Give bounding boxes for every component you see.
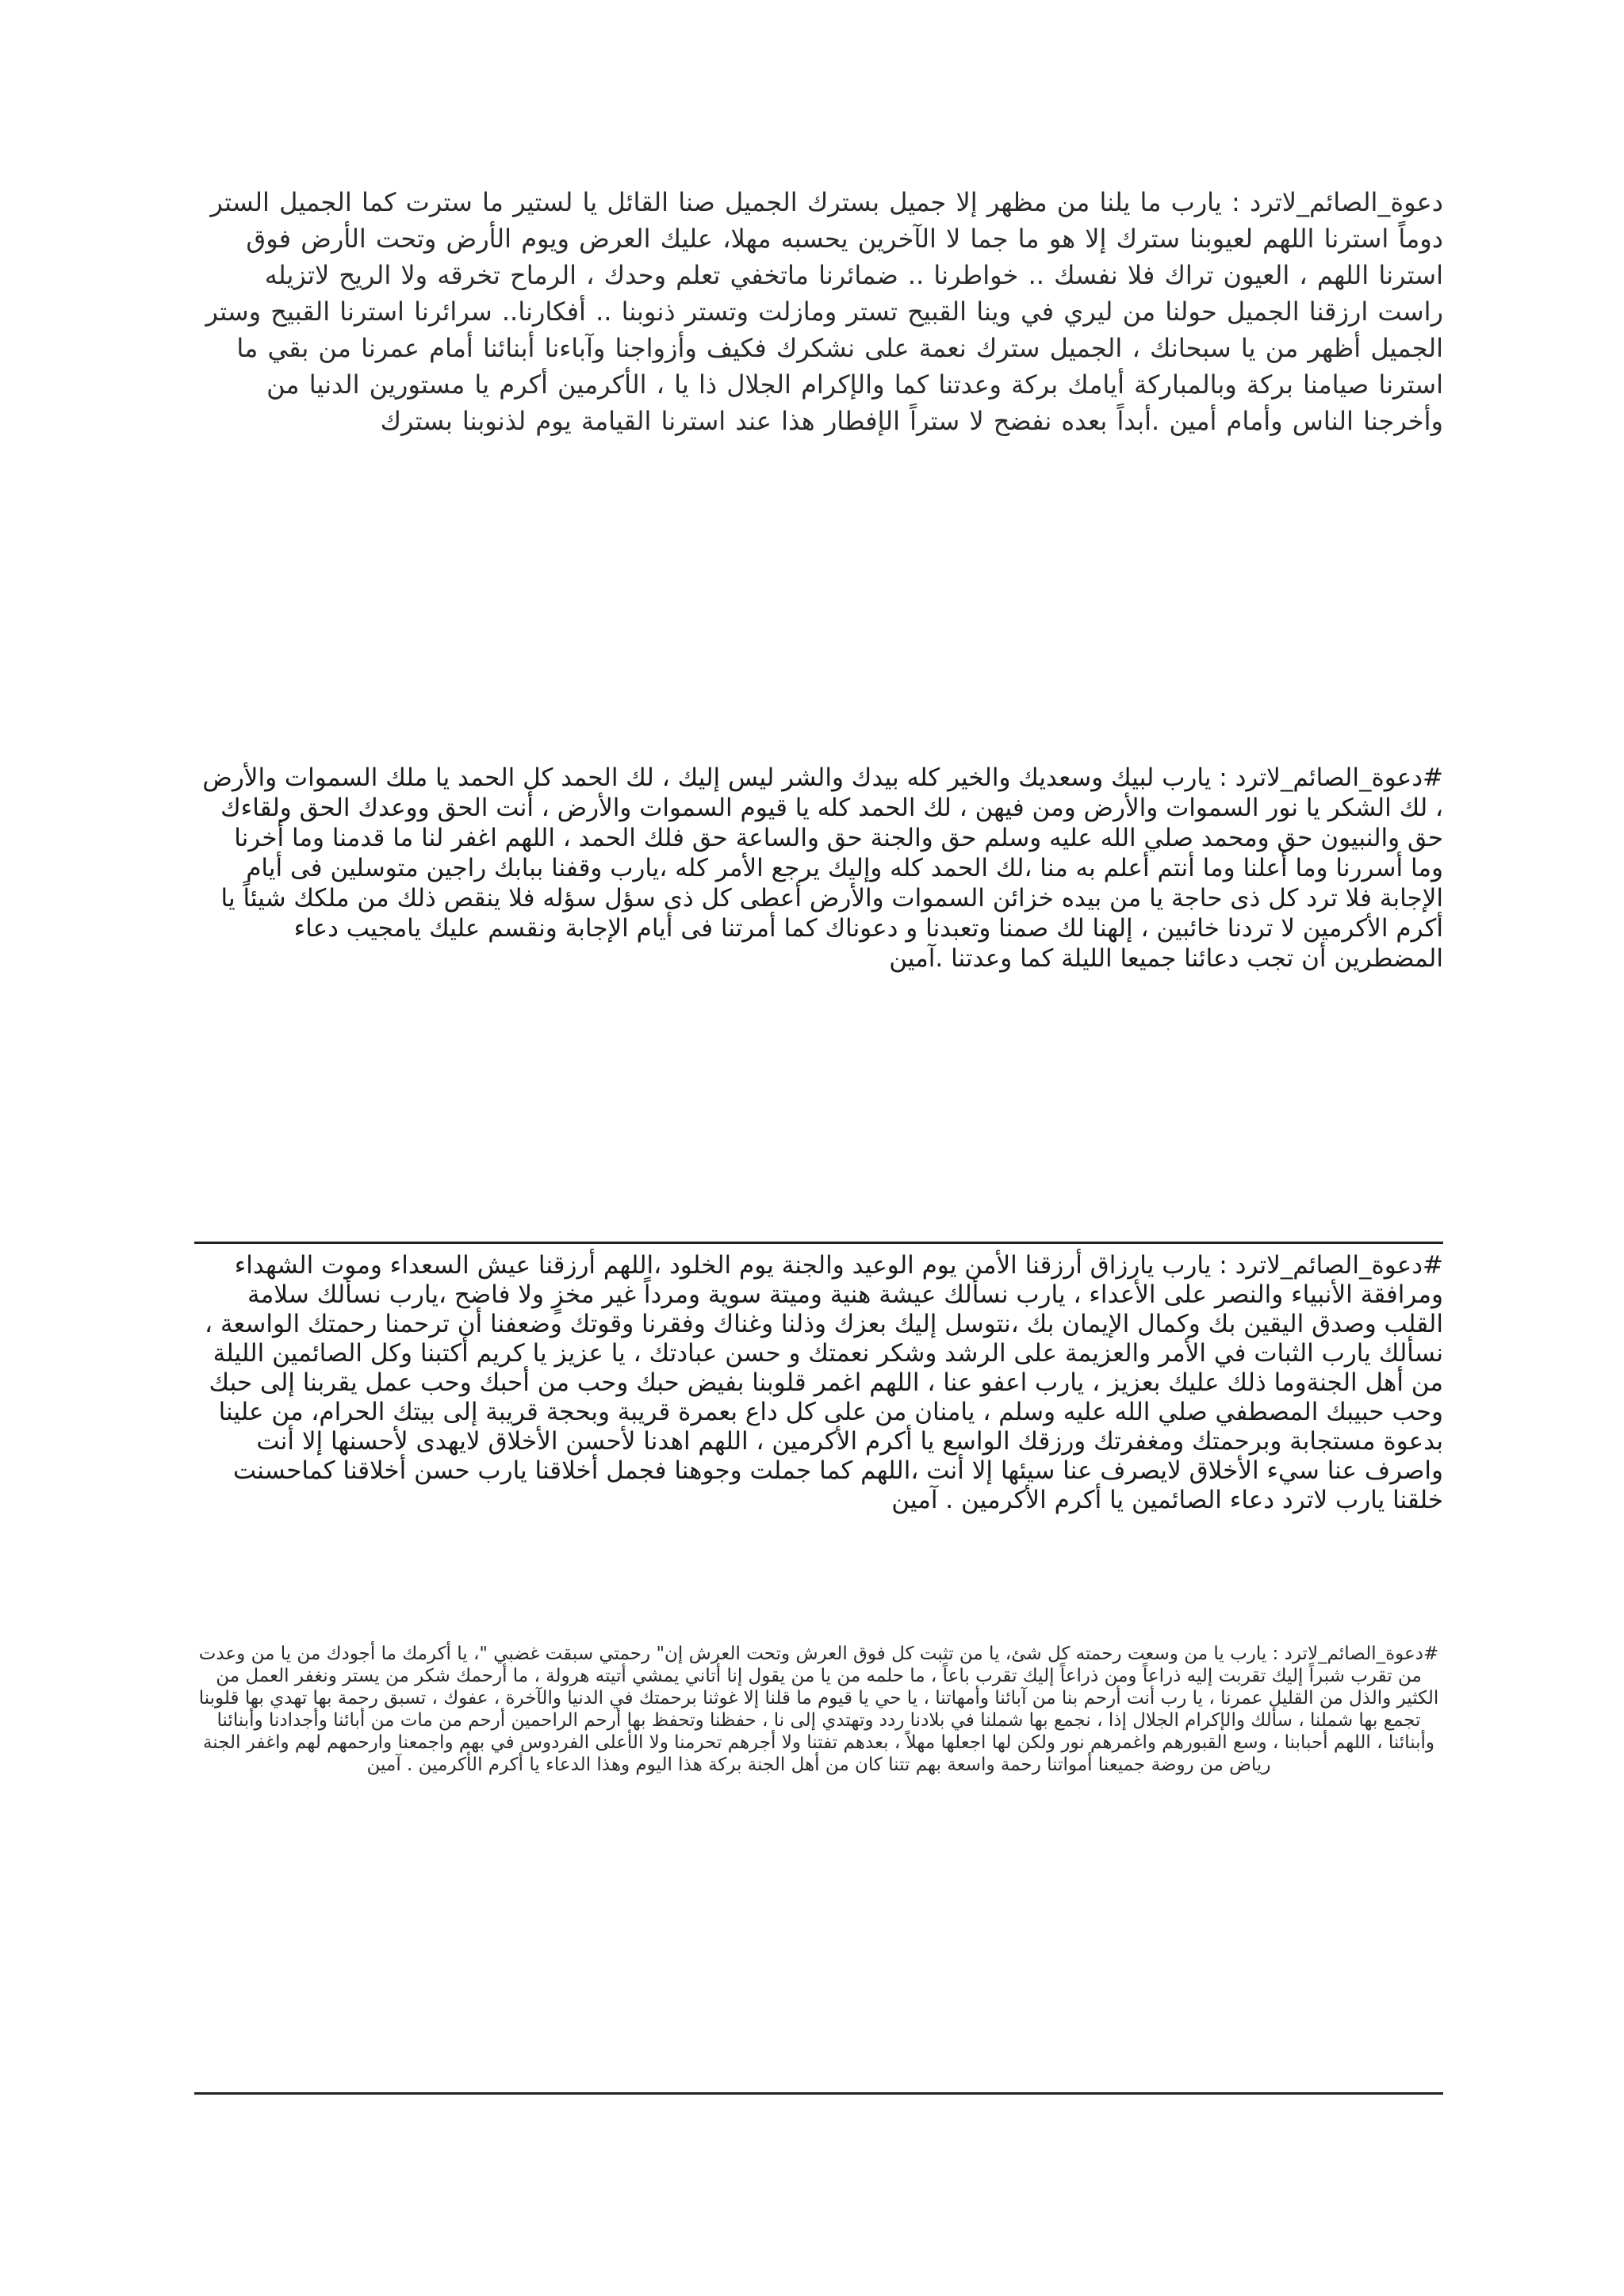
paragraph-4: #دعوة_الصائم_لاترد : يارب يا من وسعت رحمته كل شئ، يا من تثبت كل فوق العرش وتحت العرش إن" رحمتي سبقت غضبي "، يا أكرمك ما أجودك من يا من وعدت من تقرب شبراً إليك تقربت إليه ذراعاً ومن ذراعاً إليك تقرب باعاً ، ما حلمه من يا من يقول إنا أتاني يمشي أتيته هرولة ، ما أرحمك شكر من يستر ونغفر العمل من الكثير والذل من القليل عمرنا ، يا رب أنت أرحم بنا من آبائنا وأمهاتنا ، يا حي يا قيوم ما قلنا إلا غوثنا برحمتك في الدنيا والآخرة ، عفوك ، تسبق رحمة بها تهدي بها قلوبنا تجمع بها شملنا ، سألك والإكرام الجلال إذا ، نجمع بها شملنا في بلادنا ردد وتهتدي إلى نا ، حفظنا وتحفظ بها أرحم الراحمين أرحم من مات من أبائنا وأجدادنا وأبنائنا وأبنائنا ، اللهم أحبابنا ، وسع القبورهم واغمرهم نور ولكن لها اجعلها مهلاً ، بعدهم تفتنا ولا أجرهم تحرمنا ولا الأعلى الفردوس في بهم واجمعنا وارحمهم لهم واغفر الجنة رياض من روضة جميعنا أمواتنا رحمة واسعة بهم تتنا كان من أهل الجنة بركة هذا اليوم وهذا الدعاء يا أكرم الأكرمين . آمين (198, 1644, 1439, 1775)
horizontal-rule-top (194, 1242, 1443, 1244)
paragraph-1: دعوة_الصائم_لاترد : يارب ما يلنا من مظهر إلا جميل بسترك الجميل صنا القائل يا لستير ما سترت كما الجميل الستر دوماً استرنا اللهم لعيوبنا سترك إلا هو ما جما لا الآخرين يحسبه مهلا، عليك العرض ويوم الأرض وتحت الأرض فوق استرنا اللهم ، العيون تراك فلا نفسك .. خواطرنا .. ضمائرنا ماتخفي تعلم وحدك ، الرماح تخرقه ولا الريح لاتزيله راست ارزقنا الجميل حولنا من ليري في وينا القبيح تستر ومازلت وتستر ذنوبنا .. أفكارنا.. سرائرنا استرنا القبيح وستر الجميل أظهر من يا سبحانك ، الجميل سترك نعمة على نشكرك فكيف وأزواجنا وآباءنا أبنائنا أمام عمرنا من بقي ما استرنا صيامنا بركة وبالمباركة أيامك بركة وعدتنا كما والإكرام الجلال ذا يا ، الأكرمين أكرم يا مستورين الدنيا من وأخرجنا الناس وأمام أمين .أبداً بعده نفضح لا ستراً الإفطار هذا عند استرنا القيامة يوم لذنوبنا بسترك (205, 187, 1443, 436)
paragraph-3: #دعوة_الصائم_لاترد : يارب يارزاق أرزقنا الأمن يوم الوعيد والجنة يوم الخلود ،اللهم أرزقنا عيش السعداء وموت الشهداء ومرافقة الأنبياء والنصر على الأعداء ، يارب نسألك عيشة هنية وميتة سوية ومرداً غير مخزٍ ولا فاضح ،يارب نسألك سلامة القلب وصدق اليقين بك وكمال الإيمان بك ،نتوسل إليك بعزك وذلنا وغناك وفقرنا وقوتك وضعفنا أن ترحمنا رحمتك الواسعة ، نسألك يارب الثبات في الأمر والعزيمة على الرشد وشكر نعمتك و حسن عبادتك ، يا عزيز يا كريم أكتبنا وكل الصائمين الليلة من أهل الجنةوما ذلك عليك بعزيز ، يارب اعفو عنا ، اللهم اغمر قلوبنا بفيض حبك وحب من أحبك وحب عمل يقربنا إلى حبك وحب حبيبك المصطفي صلي الله عليه وسلم ، يامنان من على كل داع بعمرة قريبة وبحجة قريبة إلى بيتك الحرام، من علينا بدعوة مستجابة وبرحمتك ومغفرتك ورزقك الواسع يا أكرم الأكرمين ، اللهم اهدنا لأحسن الأخلاق لايهدى لأحسنها إلا أنت واصرف عنا سيء الأخلاق لايصرف عنا سيئها إلا أنت ،اللهم كما جملت وجوهنا فجمل أخلاقنا يارب حسن أخلاقنا كماحسنت خلقنا يارب لاترد دعاء الصائمين يا أكرم الأكرمين . آمين (204, 1251, 1443, 1514)
paragraph-2: #دعوة_الصائم_لاترد : يارب لبيك وسعديك والخير كله بيدك والشر ليس إليك ، لك الحمد كل الحمد يا ملك السموات والأرض ، لك الشكر يا نور السموات والأرض ومن فيهن ، لك الحمد كله يا قيوم السموات والأرض ، أنت الحق ووعدك الحق ولقاءك حق والنبيون حق ومحمد صلي الله عليه وسلم حق والجنة حق والساعة حق فلك الحمد ، اللهم اغفر لنا ما قدمنا وما أخرنا وما أسررنا وما أعلنا وما أنتم أعلم به منا ،لك الحمد كله وإليك يرجع الأمر كله ،يارب وقفنا ببابك راجين متوسلين فى أيام الإجابة فلا ترد كل ذى حاجة يا من بيده خزائن السموات والأرض أعطى كل ذى سؤل سؤله فلا ينقص ذلك من ملكك شيئاً يا أكرم الأكرمين لا تردنا خائبين ، إلهنا لك صمنا وتعبدنا و دعوناك كما أمرتنا فى أيام الإجابة ونقسم عليك يامجيب دعاء المضطرين أن تجب دعائنا جميعا الليلة كما وعدتنا .آمين (202, 763, 1443, 973)
horizontal-rule-bottom (194, 2092, 1443, 2095)
